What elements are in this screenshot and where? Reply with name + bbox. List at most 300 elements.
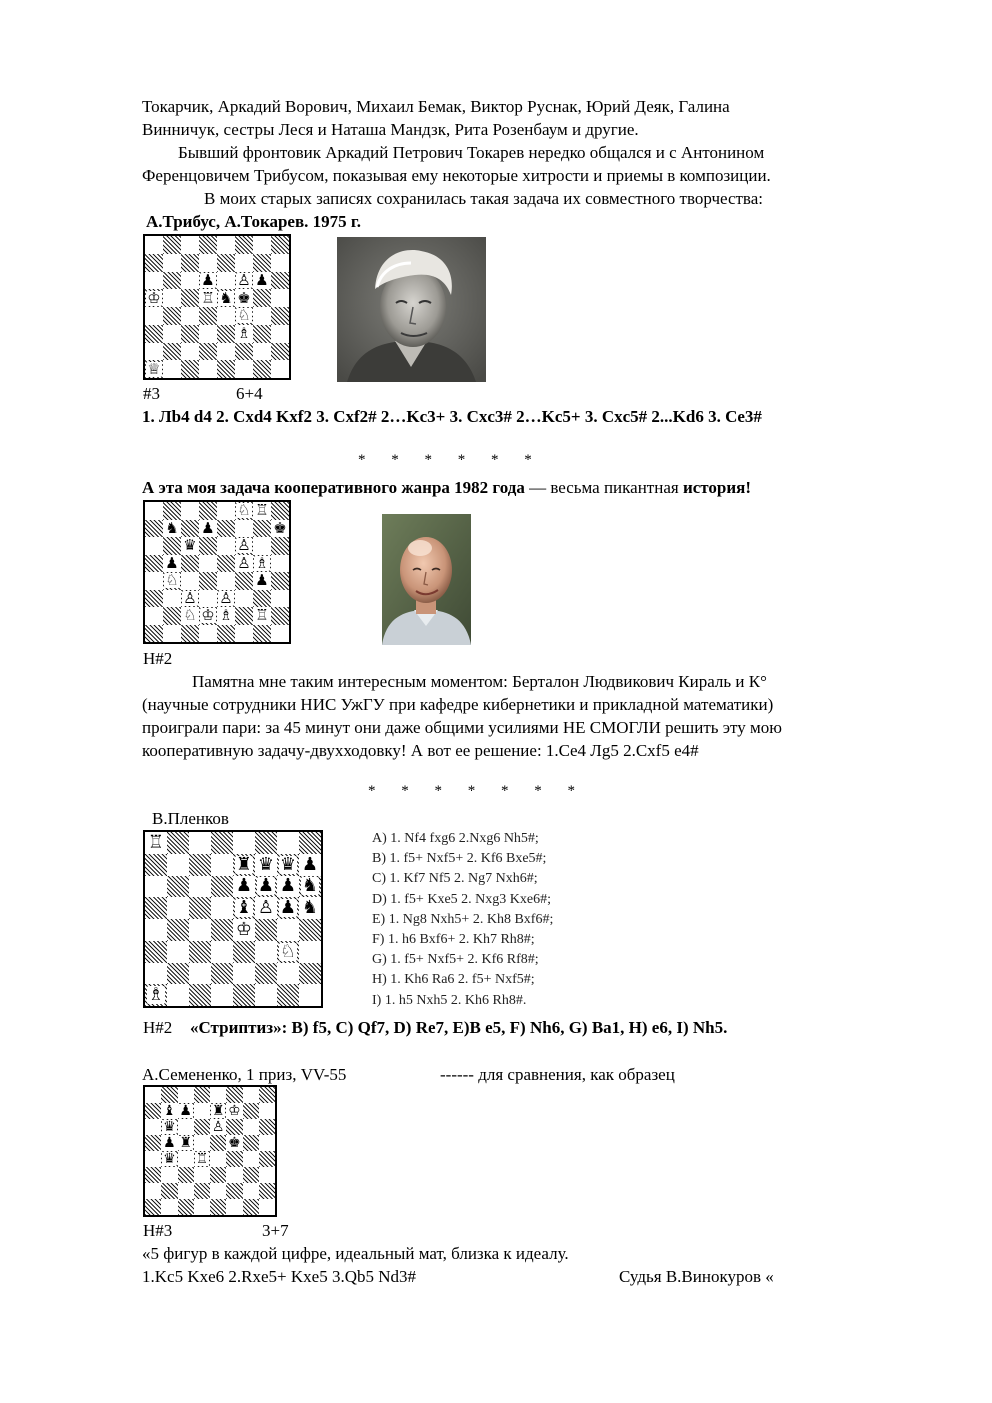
board-square <box>178 1135 194 1151</box>
chess-piece: ♟ <box>255 271 269 289</box>
board-square <box>271 343 289 361</box>
board-square <box>259 1087 275 1103</box>
board-square <box>217 307 235 325</box>
board-square <box>181 590 199 608</box>
board-square <box>235 360 253 378</box>
board-square <box>145 984 167 1006</box>
board-square <box>145 919 167 941</box>
chess-diagram-2 <box>143 500 291 644</box>
board-square <box>277 876 299 898</box>
board-square <box>235 537 253 555</box>
chess-piece: ♝ <box>235 897 253 919</box>
board-square <box>189 941 211 963</box>
board-square <box>145 236 163 254</box>
board-square <box>235 272 253 290</box>
board-square <box>194 1087 210 1103</box>
chess-piece: ♟ <box>165 554 179 572</box>
board-square <box>271 607 289 625</box>
board-square <box>253 343 271 361</box>
chess-piece: ♛ <box>163 1151 176 1167</box>
board-square <box>145 343 163 361</box>
board-square <box>199 325 217 343</box>
problem2-intro-normal: — весьма пикантная <box>524 478 683 497</box>
board-square <box>211 854 233 876</box>
board-square <box>163 343 181 361</box>
board-square <box>233 897 255 919</box>
board-square <box>181 236 199 254</box>
board-square <box>235 307 253 325</box>
board-square <box>217 520 235 538</box>
chess-piece: ♙ <box>237 271 251 289</box>
problem3-author: В.Пленков <box>152 809 229 828</box>
board-square <box>199 625 217 643</box>
board-square <box>181 625 199 643</box>
board-square <box>211 832 233 854</box>
board-square <box>271 590 289 608</box>
board-square <box>145 537 163 555</box>
board-square <box>253 572 271 590</box>
story-line-2: (научные сотрудники НИС УжГУ при кафедре кибернетики и прикладной математики) <box>142 695 774 714</box>
board-square <box>277 984 299 1006</box>
board-square <box>253 520 271 538</box>
board-square <box>145 876 167 898</box>
board-square <box>161 1167 177 1183</box>
chess-piece: ♖ <box>255 607 269 625</box>
board-square <box>217 254 235 272</box>
board-square <box>271 236 289 254</box>
board-square <box>167 832 189 854</box>
board-square <box>277 963 299 985</box>
board-square <box>253 360 271 378</box>
board-square <box>189 919 211 941</box>
chess-piece: ♘ <box>279 940 297 962</box>
solution-e: E) 1. Ng8 Nxh5+ 2. Kh8 Bxf6#; <box>372 911 554 927</box>
chess-piece: ♜ <box>235 853 253 875</box>
board-square <box>163 254 181 272</box>
board-square <box>210 1151 226 1167</box>
board-square <box>299 832 321 854</box>
board-square <box>178 1167 194 1183</box>
board-square <box>259 1183 275 1199</box>
board-square <box>194 1167 210 1183</box>
board-square <box>217 272 235 290</box>
problem2-stipulation: H#2 <box>143 649 173 668</box>
board-square <box>210 1087 226 1103</box>
board-square <box>161 1119 177 1135</box>
board-square <box>199 520 217 538</box>
solution-c: C) 1. Kf7 Nf5 2. Ng7 Nxh6#; <box>372 871 538 887</box>
board-square <box>255 854 277 876</box>
solution-b: B) 1. f5+ Nxf5+ 2. Kf6 Bxe5#; <box>372 851 547 867</box>
board-square <box>235 520 253 538</box>
board-square <box>181 537 199 555</box>
board-square <box>235 236 253 254</box>
board-square <box>194 1183 210 1199</box>
intro-line-4: Ференцовичем Трибусом, показывая ему некоторые хитрости и приемы в композиции. <box>142 166 771 185</box>
board-square <box>217 343 235 361</box>
board-square <box>259 1199 275 1215</box>
board-square <box>199 254 217 272</box>
chess-piece: ♗ <box>147 984 165 1006</box>
board-square <box>235 343 253 361</box>
board-square <box>210 1183 226 1199</box>
chess-piece: ♟ <box>255 572 269 590</box>
problem2-intro-bold: А эта моя задача кооперативного жанра 1982 года <box>142 478 525 497</box>
board-square <box>145 1167 161 1183</box>
board-square <box>255 919 277 941</box>
board-square <box>181 254 199 272</box>
board-square <box>226 1151 242 1167</box>
board-square <box>217 325 235 343</box>
board-square <box>217 289 235 307</box>
problem4-solution: 1.Kc5 Kxe6 2.Rxe5+ Kxe5 3.Qb5 Nd3# <box>142 1267 416 1286</box>
problem3-stipulation: H#2 <box>143 1018 173 1037</box>
chess-piece: ♞ <box>301 875 319 897</box>
board-square <box>163 625 181 643</box>
chess-piece: ♜ <box>179 1135 192 1151</box>
chess-piece: ♙ <box>211 1119 225 1135</box>
board-square <box>163 607 181 625</box>
board-square <box>181 520 199 538</box>
board-square <box>235 555 253 573</box>
board-square <box>178 1151 194 1167</box>
problem2-intro <box>142 476 751 499</box>
board-square <box>243 1167 259 1183</box>
chess-piece: ♕ <box>147 360 161 378</box>
board-square <box>253 625 271 643</box>
chess-piece: ♛ <box>257 853 275 875</box>
board-square <box>199 343 217 361</box>
board-square <box>178 1183 194 1199</box>
board-square <box>277 854 299 876</box>
board-square <box>145 555 163 573</box>
board-square <box>235 572 253 590</box>
board-square <box>226 1119 242 1135</box>
problem1-piece-count: 6+4 <box>236 384 263 403</box>
board-square <box>255 832 277 854</box>
board-square <box>178 1087 194 1103</box>
board-square <box>243 1103 259 1119</box>
board-square <box>243 1087 259 1103</box>
board-square <box>167 854 189 876</box>
board-square <box>253 236 271 254</box>
board-square <box>178 1119 194 1135</box>
chess-piece: ♟ <box>279 897 297 919</box>
board-square <box>210 1119 226 1135</box>
board-square <box>167 897 189 919</box>
board-square <box>259 1103 275 1119</box>
board-square <box>189 963 211 985</box>
board-square <box>181 607 199 625</box>
chess-piece: ♝ <box>163 1103 176 1119</box>
board-square <box>271 520 289 538</box>
board-square <box>199 607 217 625</box>
chess-piece: ♛ <box>279 853 297 875</box>
board-square <box>163 520 181 538</box>
board-square <box>217 572 235 590</box>
board-square <box>189 984 211 1006</box>
chess-piece: ♟ <box>179 1103 192 1119</box>
board-square <box>243 1199 259 1215</box>
board-square <box>243 1135 259 1151</box>
board-square <box>145 1087 161 1103</box>
board-square <box>277 919 299 941</box>
chess-piece: ♛ <box>183 537 197 555</box>
board-square <box>259 1167 275 1183</box>
board-square <box>299 897 321 919</box>
board-square <box>163 289 181 307</box>
problem4-stipulation: H#3 <box>143 1221 173 1240</box>
board-square <box>145 941 167 963</box>
board-square <box>277 832 299 854</box>
intro-line-2: Винничук, сестры Леся и Наташа Мандзк, Рита Розенбаум и другие. <box>142 120 639 139</box>
board-square <box>235 254 253 272</box>
board-square <box>299 919 321 941</box>
chess-piece: ♘ <box>183 607 197 625</box>
board-square <box>211 876 233 898</box>
chess-piece: ♙ <box>237 537 251 555</box>
board-square <box>217 360 235 378</box>
chess-piece: ♙ <box>237 554 251 572</box>
board-square <box>210 1135 226 1151</box>
chess-piece: ♚ <box>228 1135 241 1151</box>
board-square <box>226 1199 242 1215</box>
chess-piece: ♗ <box>255 554 269 572</box>
board-square <box>271 572 289 590</box>
board-square <box>199 502 217 520</box>
board-square <box>194 1103 210 1119</box>
board-square <box>259 1135 275 1151</box>
board-square <box>178 1199 194 1215</box>
chess-piece: ♟ <box>201 271 215 289</box>
solution-f: F) 1. h6 Bxf6+ 2. Kh7 Rh8#; <box>372 932 535 948</box>
problem2-intro-bold2: история! <box>682 478 752 497</box>
chess-piece: ♖ <box>147 832 165 853</box>
board-square <box>145 590 163 608</box>
board-square <box>253 607 271 625</box>
chess-piece: ♚ <box>237 289 251 307</box>
board-square <box>145 1199 161 1215</box>
board-square <box>189 832 211 854</box>
board-square <box>211 941 233 963</box>
chess-piece: ♔ <box>235 919 253 940</box>
board-square <box>199 537 217 555</box>
problem1-solution: 1. Лb4 d4 2. Cxd4 Kxf2 3. Cxf2# 2…Kc3+ 3. Cxc3# 2…Kc5+ 3. Cxc5# 2...Kd6 3. Ce3# <box>142 407 762 426</box>
solution-a: A) 1. Nf4 fxg6 2.Nxg6 Nh5#; <box>372 831 539 846</box>
board-square <box>210 1103 226 1119</box>
board-square <box>167 984 189 1006</box>
board-square <box>145 1183 161 1199</box>
chess-piece: ♞ <box>219 289 233 307</box>
board-square <box>181 325 199 343</box>
board-square <box>145 625 163 643</box>
board-square <box>299 984 321 1006</box>
board-square <box>145 572 163 590</box>
board-square <box>163 537 181 555</box>
board-square <box>235 289 253 307</box>
story-line-4: кооперативную задачу-двухходовку! А вот ее решение: 1.Ce4 Лg5 2.Cxf5 e4# <box>142 741 699 760</box>
board-square <box>255 941 277 963</box>
board-square <box>145 607 163 625</box>
board-square <box>226 1167 242 1183</box>
board-square <box>253 325 271 343</box>
chess-piece: ♗ <box>219 607 233 625</box>
board-square <box>167 876 189 898</box>
board-square <box>178 1103 194 1119</box>
board-square <box>235 325 253 343</box>
board-square <box>161 1087 177 1103</box>
board-square <box>145 307 163 325</box>
board-square <box>145 272 163 290</box>
board-square <box>243 1183 259 1199</box>
board-square <box>217 607 235 625</box>
board-square <box>181 502 199 520</box>
board-square <box>255 876 277 898</box>
chess-piece: ♟ <box>301 853 319 875</box>
problem4-judge: Судья В.Винокуров « <box>619 1267 774 1286</box>
chess-piece: ♔ <box>201 607 215 625</box>
board-square <box>163 360 181 378</box>
board-square <box>145 897 167 919</box>
board-square <box>253 555 271 573</box>
board-square <box>233 984 255 1006</box>
board-square <box>217 555 235 573</box>
board-square <box>181 343 199 361</box>
chess-piece: ♟ <box>201 519 215 537</box>
board-square <box>271 272 289 290</box>
board-square <box>259 1119 275 1135</box>
solution-h: H) 1. Kh6 Ra6 2. f5+ Nxf5#; <box>372 972 535 988</box>
board-square <box>181 555 199 573</box>
problem4-author: А.Семененко, 1 приз, VV-55 <box>142 1065 347 1084</box>
board-square <box>271 502 289 520</box>
board-square <box>299 963 321 985</box>
chess-piece: ♔ <box>147 289 161 307</box>
board-square <box>255 984 277 1006</box>
chess-piece: ♞ <box>301 897 319 919</box>
board-square <box>145 963 167 985</box>
chess-piece: ♟ <box>163 1135 176 1151</box>
board-square <box>271 625 289 643</box>
chess-piece: ♛ <box>163 1119 176 1135</box>
board-square <box>271 360 289 378</box>
board-square <box>194 1199 210 1215</box>
board-square <box>253 289 271 307</box>
board-square <box>299 941 321 963</box>
board-square <box>199 307 217 325</box>
board-square <box>253 254 271 272</box>
board-square <box>189 897 211 919</box>
chess-piece: ♖ <box>255 502 269 520</box>
board-square <box>210 1167 226 1183</box>
board-square <box>163 590 181 608</box>
board-square <box>161 1183 177 1199</box>
board-square <box>199 572 217 590</box>
solution-d: D) 1. f5+ Kxe5 2. Nxg3 Kxe6#; <box>372 891 551 907</box>
board-square <box>199 289 217 307</box>
board-square <box>253 272 271 290</box>
chess-piece: ♟ <box>235 875 253 897</box>
portrait-photo-author <box>382 514 471 645</box>
board-square <box>161 1151 177 1167</box>
board-square <box>181 272 199 290</box>
board-square <box>217 590 235 608</box>
board-square <box>145 254 163 272</box>
portrait-photo-tokarev <box>337 237 486 382</box>
board-square <box>167 963 189 985</box>
story-line-1: Памятна мне таким интересным моментом: Берталон Людвикович Кираль и К° <box>192 672 767 691</box>
board-square <box>145 360 163 378</box>
board-square <box>233 854 255 876</box>
board-square <box>181 572 199 590</box>
solution-i: I) 1. h5 Nxh5 2. Kh6 Rh8#. <box>372 992 527 1008</box>
board-square <box>199 272 217 290</box>
story-line-3: проиграли пари: за 45 минут они даже общими усилиями НЕ СМОГЛИ решить эту мою <box>142 718 782 737</box>
problem4-quote: «5 фигур в каждой цифре, идеальный мат, близка к идеалу. <box>142 1244 569 1263</box>
chess-piece: ♖ <box>201 289 215 307</box>
board-square <box>235 502 253 520</box>
board-square <box>181 307 199 325</box>
board-square <box>277 941 299 963</box>
board-square <box>253 590 271 608</box>
chess-piece: ♘ <box>237 307 251 325</box>
problem3-solutions <box>372 829 553 1011</box>
chess-diagram-3 <box>143 830 323 1008</box>
board-square <box>145 520 163 538</box>
chess-piece: ♞ <box>165 519 179 537</box>
separator-stars-1: * * * * * * <box>358 452 543 468</box>
board-square <box>145 502 163 520</box>
board-square <box>161 1135 177 1151</box>
board-square <box>271 307 289 325</box>
board-square <box>199 236 217 254</box>
board-square <box>299 876 321 898</box>
board-square <box>145 325 163 343</box>
board-square <box>211 919 233 941</box>
board-square <box>233 919 255 941</box>
board-square <box>233 832 255 854</box>
board-square <box>194 1135 210 1151</box>
board-square <box>189 876 211 898</box>
intro-line-3: Бывший фронтовик Аркадий Петрович Токарев нередко общался и с Антонином <box>178 143 765 162</box>
board-square <box>211 897 233 919</box>
board-square <box>243 1151 259 1167</box>
board-square <box>210 1199 226 1215</box>
board-square <box>271 325 289 343</box>
board-square <box>199 590 217 608</box>
chess-piece: ♙ <box>257 897 275 919</box>
board-square <box>235 625 253 643</box>
board-square <box>211 963 233 985</box>
chess-piece: ♙ <box>219 589 233 607</box>
problem3-striptease: «Стриптиз»: B) f5, C) Qf7, D) Re7, E)B e5, F) Nh6, G) Ba1, H) e6, I) Nh5. <box>190 1018 728 1037</box>
board-square <box>255 963 277 985</box>
board-square <box>145 854 167 876</box>
board-square <box>211 984 233 1006</box>
board-square <box>253 307 271 325</box>
solution-g: G) 1. f5+ Nxf5+ 2. Kf6 Rf8#; <box>372 952 539 968</box>
board-square <box>243 1119 259 1135</box>
board-square <box>259 1151 275 1167</box>
chess-diagram-1 <box>143 234 291 380</box>
board-square <box>194 1119 210 1135</box>
board-square <box>255 897 277 919</box>
board-square <box>217 502 235 520</box>
board-square <box>233 876 255 898</box>
board-square <box>226 1103 242 1119</box>
board-square <box>199 555 217 573</box>
board-square <box>163 555 181 573</box>
